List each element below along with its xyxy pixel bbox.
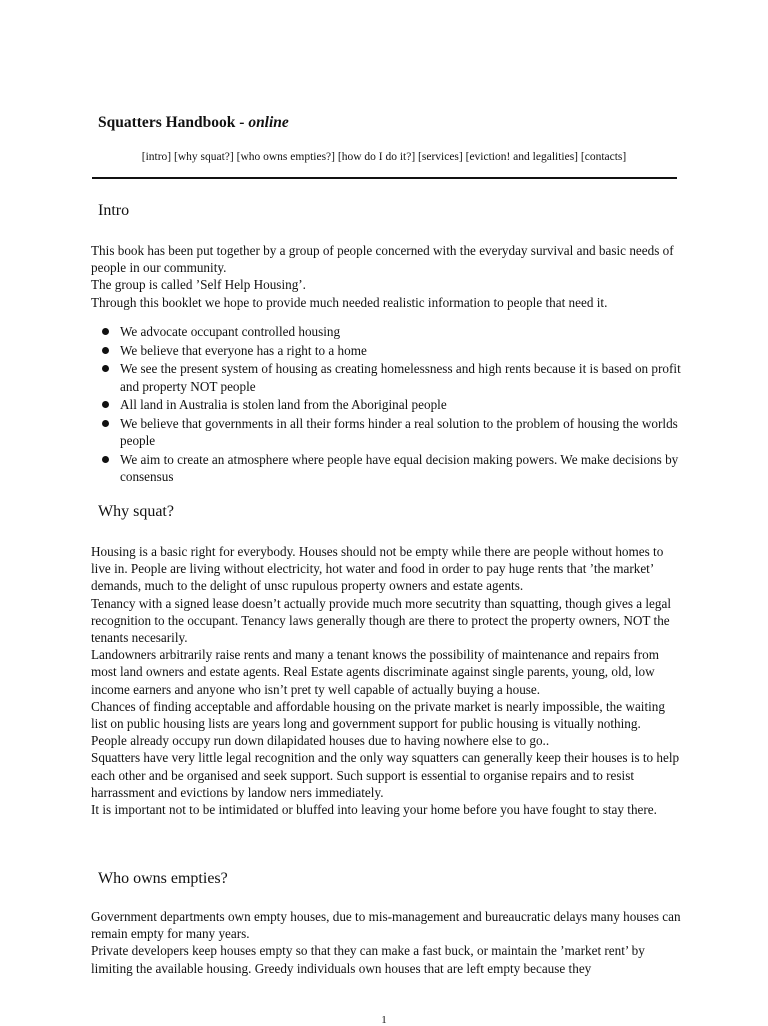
bullet-item: We aim to create an atmosphere where people have equal decision making powers. We make decisions by consensus xyxy=(91,451,681,485)
intro-paragraph: The group is called ’Self Help Housing’. xyxy=(91,277,306,293)
bullet-item: We see the present system of housing as creating homelessness and high rents because it is based on profit and property NOT people xyxy=(91,360,681,394)
nav-link-intro[interactable]: [intro] xyxy=(141,151,172,163)
bullet-item: We advocate occupant controlled housing xyxy=(91,323,681,340)
why-paragraph: Landowners arbitrarily raise rents and many a tenant knows the possibility of maintenance and repairs from most land owners and estate agents. Real Estate agents discriminate against single parents, young, old, low income earners and anyone who isn’t pret ty well capable of actually buying a house. xyxy=(91,647,659,697)
why-squat-heading: Why squat? xyxy=(98,503,174,520)
nav-link-eviction[interactable]: [eviction! and legalities] xyxy=(465,151,579,163)
who-paragraph: Private developers keep houses empty so that they can make a fast buck, or maintain the ’market rent’ by limiting the available housing. Greedy individuals own houses that are left empty because they xyxy=(91,943,645,976)
nav-link-who-owns-empties[interactable]: [who owns empties?] xyxy=(236,151,335,163)
title-main: Squatters Handbook - xyxy=(98,114,249,131)
who-paragraph: Government departments own empty houses, due to mis-management and bureaucratic delays many houses can remain empty for many years. xyxy=(91,909,681,942)
intro-heading: Intro xyxy=(98,202,130,219)
why-paragraph: Chances of finding acceptable and affordable housing on the private market is nearly impossible, the waiting list on public housing lists are years long and government support for public housing is vitually nothing. xyxy=(91,698,665,732)
horizontal-divider xyxy=(92,177,677,179)
intro-bullet-list xyxy=(91,323,681,487)
intro-paragraph: Through this booklet we hope to provide much needed realistic information to people that need it. xyxy=(91,294,608,310)
nav-link-how-do-i-do-it[interactable]: [how do I do it?] xyxy=(337,151,416,163)
page-number: 1 xyxy=(381,1014,387,1026)
title-emphasis: online xyxy=(248,114,289,131)
nav-link-contacts[interactable]: [contacts] xyxy=(580,151,627,163)
intro-text xyxy=(91,242,681,311)
who-owns-empties-text xyxy=(91,908,681,977)
why-paragraph: Housing is a basic right for everybody. Houses should not be empty while there are people without homes to live in. People are living without electricity, hot water and food in order to pay huge rents that ’the market’ demands, much to the delight of unsc rupulous property owners and estate agents. xyxy=(91,544,664,594)
intro-paragraph: This book has been put together by a group of people concerned with the everyday survival and basic needs of people in our community. xyxy=(91,243,674,276)
why-paragraph: People already occupy run down dilapidated houses due to having nowhere else to go.. xyxy=(91,733,550,749)
why-paragraph: Squatters have very little legal recognition and the only way squatters can generally keep their houses is to help each other and be organised and seek support. Such support is essential to organise repairs and to resist harrassment and evictions by landow ners immediately. xyxy=(91,750,680,800)
who-owns-empties-heading: Who owns empties? xyxy=(98,870,228,887)
nav-link-services[interactable]: [services] xyxy=(418,151,463,163)
bullet-item: All land in Australia is stolen land from the Aboriginal people xyxy=(91,396,681,413)
why-paragraph: Tenancy with a signed lease doesn’t actually provide much more secutrity than squatting, though gives a legal recognition to the occupant. Tenancy laws generally though are there to protect the property owners, NOT the tenants necesarily. xyxy=(91,595,672,646)
section-nav xyxy=(0,151,768,163)
page-title xyxy=(98,114,289,132)
bullet-item: We believe that everyone has a right to a home xyxy=(91,342,681,359)
why-squat-text xyxy=(91,543,681,818)
nav-link-why-squat[interactable]: [why squat?] xyxy=(174,151,234,163)
bullet-item: We believe that governments in all their forms hinder a real solution to the problem of housing the worlds people xyxy=(91,415,681,449)
why-paragraph: It is important not to be intimidated or bluffed into leaving your home before you have fought to stay there. xyxy=(91,802,657,818)
